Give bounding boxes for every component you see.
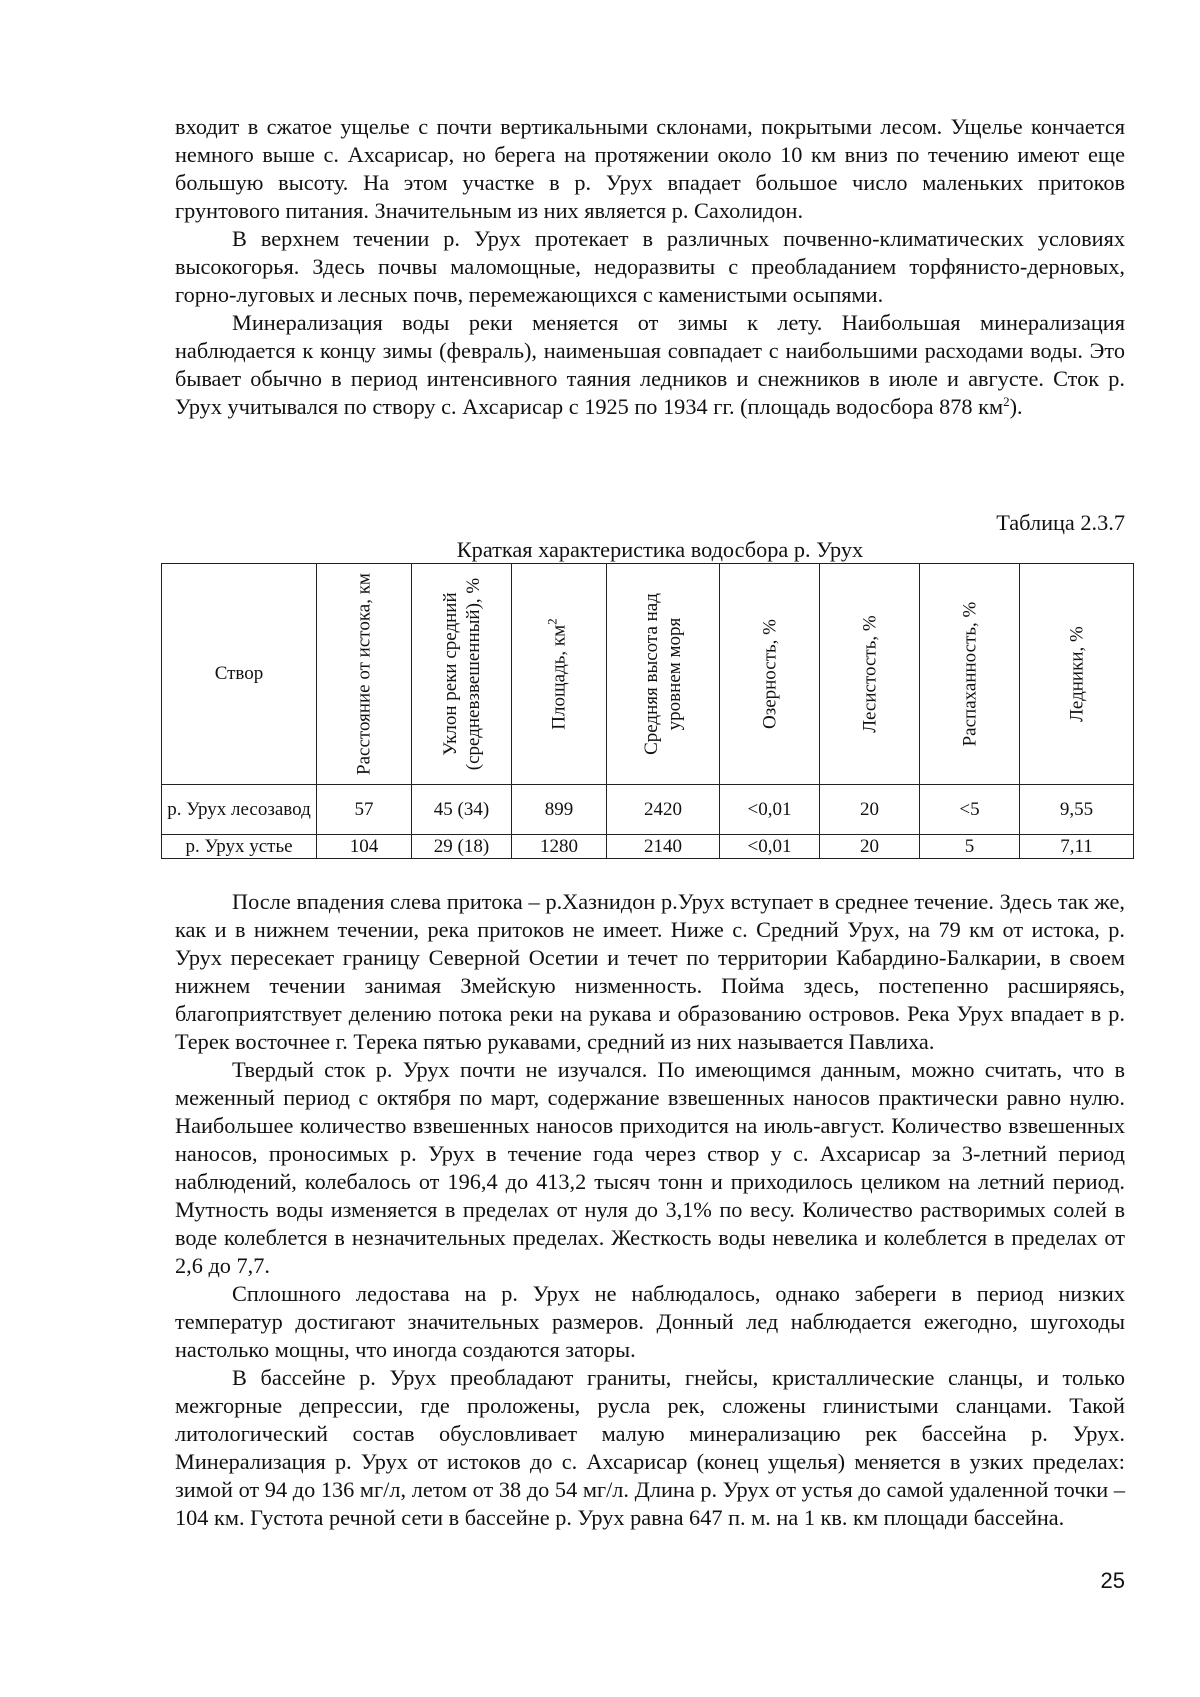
header-cell-plowed: Распаханность, %: [920, 564, 1020, 785]
table-cell: 104: [317, 835, 412, 859]
superscript: 2: [544, 618, 560, 625]
paragraph: входит в сжатое ущелье с почти вертикальными склонами, покрытыми лесом. Ущелье кончается немного выше с. Ахсарисар, но берега на протяжении около 10 км вниз по течению имеют еще большую высоту. На этом участке в р. Урух впадает большое число маленьких притоков грунтового питания. Значительным из них является р. Сахолидон.: [175, 114, 1125, 223]
header-cell-forest: Лесистость, %: [820, 564, 920, 785]
table-cell: 20: [820, 785, 920, 835]
table-cell: 2420: [607, 785, 720, 835]
header-area-text: Площадь, км: [548, 624, 570, 730]
header-cell-glaciers: Ледники, %: [1020, 564, 1134, 785]
table-cell: 45 (34): [412, 785, 512, 835]
table-cell: <0,01: [720, 835, 820, 859]
table-number: Таблица 2.3.7: [996, 510, 1125, 535]
table-cell: 7,11: [1020, 835, 1134, 859]
text-block-top: [175, 113, 1125, 421]
watershed-table: [161, 563, 1134, 859]
table-cell: <0,01: [720, 785, 820, 835]
header-cell-distance: Расстояние от истока, км: [317, 564, 412, 785]
table-cell: 9,55: [1020, 785, 1134, 835]
table-row: [162, 785, 1134, 835]
table-row: [162, 835, 1134, 859]
paragraph: [175, 309, 1125, 421]
paragraph: Сплошного ледостава на р. Урух не наблюдалось, однако забереги в период низких температур достигают значительных размеров. Донный лед наблюдается ежегодно, шугоходы настолько мощны, что иногда создаются заторы.: [175, 1281, 1125, 1362]
superscript: 2: [1003, 394, 1010, 409]
paragraph-text: Минерализация воды реки меняется от зимы к лету. Наибольшая минерализация наблюдается к концу зимы (февраль), наименьшая совпадает с наибольшими расходами воды. Это бывает обычно в период интенсивного таяния ледников и снежников в июле и августе. Сток р. Урух учитывался по створу с. Ахсарисар с 1925 по 1934 гг. (площадь водосбора 878 км: [175, 310, 1125, 419]
table-cell: <5: [920, 785, 1020, 835]
header-cell-stvor: Створ: [162, 564, 317, 785]
header-cell-lakes: Озерность, %: [720, 564, 820, 785]
header-cell-slope: Уклон реки средний (средневзвешенный), %: [412, 564, 512, 785]
table-cell: 20: [820, 835, 920, 859]
table-cell: 1280: [512, 835, 607, 859]
table-header-row: [162, 564, 1134, 785]
paragraph: В бассейне р. Урух преобладают граниты, гнейсы, кристаллические сланцы, и только межгорные депрессии, где проложены, русла рек, сложены глинистыми сланцами. Такой литологический состав обусловливает малую минерализацию рек бассейна р. Урух. Минерализация р. Урух от истоков до с. Ахсарисар (конец ущелья) меняется в узких пределах: зимой от 94 до 136 мг/л, летом от 38 до 54 мг/л. Длина р. Урух от устья до самой удаленной точки – 104 км. Густота речной сети в бассейне р. Урух равна 647 п. м. на 1 кв. км площади бассейна.: [175, 1365, 1125, 1530]
table-cell: 5: [920, 835, 1020, 859]
page-number: 25: [1100, 1568, 1125, 1593]
table-cell: 2140: [607, 835, 720, 859]
table-cell: 899: [512, 785, 607, 835]
table-cell: 57: [317, 785, 412, 835]
header-cell-elevation: Средняя высота над уровнем моря: [607, 564, 720, 785]
paragraph: В верхнем течении р. Урух протекает в различных почвенно-климатических условиях высокогорья. Здесь почвы маломощные, недоразвиты с преобладанием торфянисто-дерновых, горно-луговых и лесных почв, перемежающихся с каменистыми осыпями.: [175, 226, 1125, 307]
paragraph: Твердый сток р. Урух почти не изучался. По имеющимся данным, можно считать, что в меженный период с октября по март, содержание взвешенных наносов практически равно нулю. Наибольшее количество взвешенных наносов приходится на июль-август. Количество взвешенных наносов, проносимых р. Урух в течение года через створ у с. Ахсарисар за 3-летний период наблюдений, колебалось от 196,4 до 413,2 тысяч тонн и приходилось целиком на летний период. Мутность воды изменяется в пределах от нуля до 3,1% по весу. Количество растворимых солей в воде колеблется в незначительных пределах. Жесткость воды невелика и колеблется в пределах от 2,6 до 7,7.: [175, 1057, 1125, 1278]
text-block-bottom: [175, 888, 1125, 1532]
table-cell: 29 (18): [412, 835, 512, 859]
paragraph-text-end: ).: [1009, 394, 1023, 419]
header-cell-area: [512, 564, 607, 785]
table-title: Краткая характеристика водосбора р. Урух: [456, 537, 864, 562]
table-cell-name: р. Урух лесозавод: [162, 785, 317, 835]
paragraph: После впадения слева притока – р.Хазнидон р.Урух вступает в среднее течение. Здесь так же, как и в нижнем течении, река притоков не имеет. Ниже с. Средний Урух, на 79 км от истока, р. Урух пересекает границу Северной Осетии и течет по территории Кабардино-Балкарии, в своем нижнем течении занимая Змейскую низменность. Пойма здесь, постепенно расширяясь, благоприятствует делению потока реки на рукава и образованию островов. Река Урух впадает в р. Терек восточнее г. Терека пятью рукавами, средний из них называется Павлиха.: [175, 889, 1125, 1054]
table-cell-name: р. Урух устье: [162, 835, 317, 859]
